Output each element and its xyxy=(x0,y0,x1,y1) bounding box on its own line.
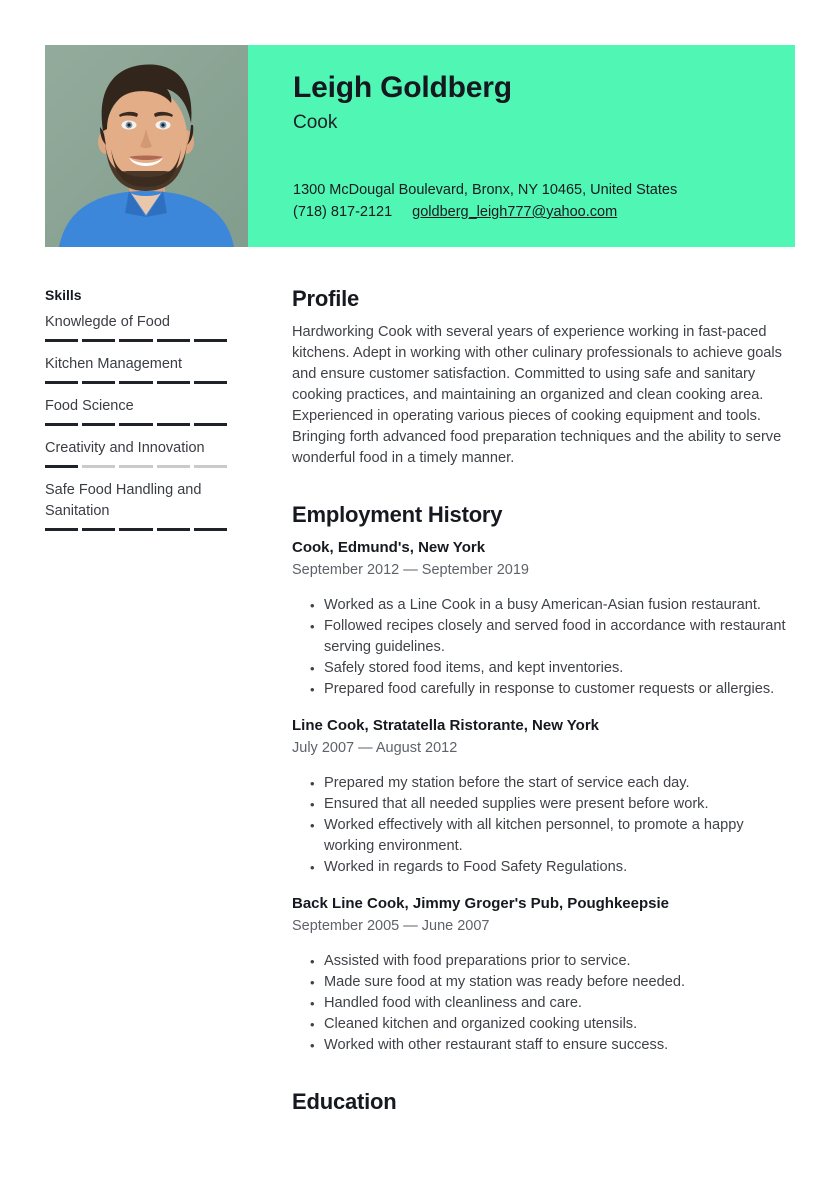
skill-level-segment xyxy=(82,339,115,342)
job-bullet-list xyxy=(292,951,796,1056)
skill-name: Safe Food Handling and Sanitation xyxy=(45,482,202,519)
skill-level-segment xyxy=(45,423,78,426)
job-bullet: • Handled food with cleanliness and care. xyxy=(292,993,796,1014)
job-entry xyxy=(292,894,796,1056)
employment-section xyxy=(292,501,796,1056)
skill-level-bar xyxy=(45,339,227,342)
skill-item xyxy=(45,480,227,531)
skill-item xyxy=(45,438,227,468)
job-dates: July 2007 — August 2012 xyxy=(292,740,458,756)
main-column xyxy=(292,285,796,1125)
contact-phone: (718) 817-2121 xyxy=(293,204,393,220)
skill-level-segment xyxy=(194,381,227,384)
job-title: Back Line Cook, Jimmy Groger's Pub, Poughkeepsie xyxy=(292,895,670,912)
skill-name: Creativity and Innovation xyxy=(45,440,205,456)
profile-text: Hardworking Cook with several years of experience working in fast-paced kitchens. Adept in working with other culinary professionals to achieve goals and ensure customer satisfaction. Committed to using safe and sanitary cooking practices, and maintaining an organized and clean cooking area. Experienced in operating various pieces of cooking equipment and tools. Bringing forth advanced food preparation techniques and the ability to serve wonderful food in a timely manner. xyxy=(292,324,782,466)
profile-photo xyxy=(45,45,248,247)
job-bullet: • Worked as a Line Cook in a busy American-Asian fusion restaurant. xyxy=(292,595,796,616)
skill-level-bar xyxy=(45,528,227,531)
skill-level-segment xyxy=(119,339,152,342)
job-title: Cook, Edmund's, New York xyxy=(292,539,486,556)
portrait-photo-illustration xyxy=(45,45,248,247)
contact-block xyxy=(293,179,775,223)
skill-level-segment xyxy=(157,339,190,342)
skill-level-segment xyxy=(157,381,190,384)
job-bullet: • Prepared food carefully in response to customer requests or allergies. xyxy=(292,679,796,700)
skill-level-segment xyxy=(82,465,115,468)
job-dates: September 2005 — June 2007 xyxy=(292,918,490,934)
profile-heading: Profile xyxy=(292,286,360,311)
skill-level-segment xyxy=(157,423,190,426)
skill-level-segment xyxy=(45,528,78,531)
skill-item xyxy=(45,312,227,342)
job-bullet: • Assisted with food preparations prior to service. xyxy=(292,951,796,972)
job-bullet: • Safely stored food items, and kept inventories. xyxy=(292,658,796,679)
skill-item xyxy=(45,396,227,426)
job-bullet: • Ensured that all needed supplies were present before work. xyxy=(292,794,796,815)
contact-row xyxy=(293,201,775,223)
job-bullet: • Worked effectively with all kitchen personnel, to promote a happy working environment. xyxy=(292,815,796,857)
profile-section xyxy=(292,285,796,469)
skill-level-segment xyxy=(82,528,115,531)
job-title: Line Cook, Stratatella Ristorante, New York xyxy=(292,717,600,734)
skill-level-segment xyxy=(119,381,152,384)
contact-address: 1300 McDougal Boulevard, Bronx, NY 10465, United States xyxy=(293,182,678,198)
skill-level-bar xyxy=(45,465,227,468)
job-bullet: • Followed recipes closely and served food in accordance with restaurant serving guidelines. xyxy=(292,616,796,658)
header-band xyxy=(45,45,795,247)
job-bullet-list xyxy=(292,595,796,700)
skills-sidebar xyxy=(45,287,227,543)
employment-heading: Employment History xyxy=(292,502,503,527)
skill-level-segment xyxy=(45,465,78,468)
header-text-block xyxy=(248,45,795,247)
person-job-title: Cook xyxy=(293,112,338,133)
skill-level-segment xyxy=(119,465,152,468)
person-name: Leigh Goldberg xyxy=(293,71,512,104)
job-bullet: • Made sure food at my station was ready before needed. xyxy=(292,972,796,993)
job-entry xyxy=(292,538,796,700)
skill-name: Kitchen Management xyxy=(45,356,183,372)
skill-level-segment xyxy=(157,528,190,531)
education-section xyxy=(292,1088,796,1115)
skills-heading: Skills xyxy=(45,287,82,303)
skill-level-segment xyxy=(194,339,227,342)
job-bullet: • Worked with other restaurant staff to ensure success. xyxy=(292,1035,796,1056)
skill-level-segment xyxy=(194,465,227,468)
skill-level-segment xyxy=(45,381,78,384)
skill-level-segment xyxy=(45,339,78,342)
skill-level-segment xyxy=(194,423,227,426)
skill-level-bar xyxy=(45,381,227,384)
skill-item xyxy=(45,354,227,384)
skill-level-segment xyxy=(82,423,115,426)
skill-name: Knowlegde of Food xyxy=(45,314,170,330)
skill-level-segment xyxy=(82,381,115,384)
education-heading: Education xyxy=(292,1089,397,1114)
skill-level-segment xyxy=(119,423,152,426)
skill-name: Food Science xyxy=(45,398,134,414)
skill-level-bar xyxy=(45,423,227,426)
job-bullet: • Cleaned kitchen and organized cooking utensils. xyxy=(292,1014,796,1035)
job-dates: September 2012 — September 2019 xyxy=(292,562,529,578)
job-bullet: • Worked in regards to Food Safety Regulations. xyxy=(292,857,796,878)
skill-level-segment xyxy=(194,528,227,531)
job-bullet-list xyxy=(292,773,796,878)
job-entry xyxy=(292,716,796,878)
skill-level-segment xyxy=(119,528,152,531)
contact-email-link[interactable]: goldberg_leigh777@yahoo.com xyxy=(412,204,618,220)
skill-level-segment xyxy=(157,465,190,468)
job-bullet: • Prepared my station before the start of service each day. xyxy=(292,773,796,794)
